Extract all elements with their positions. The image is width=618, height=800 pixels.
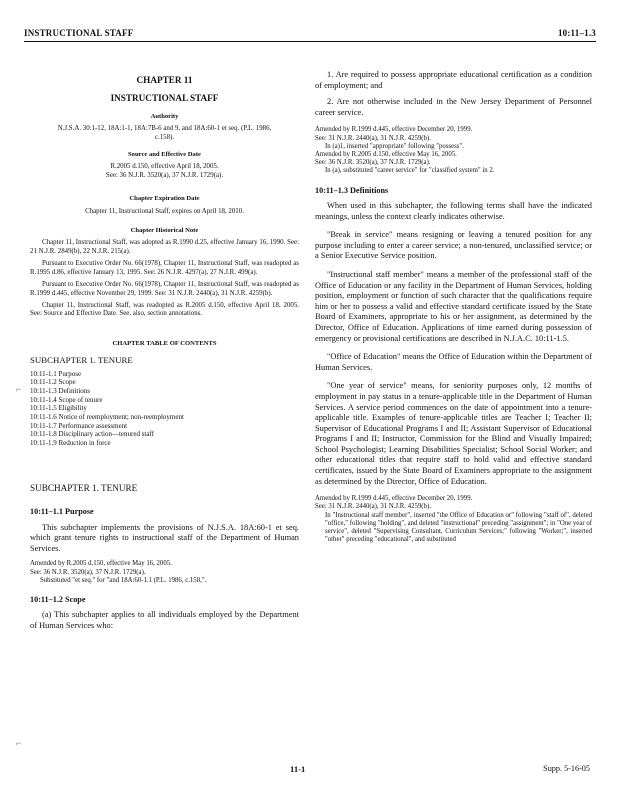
section-3-heading: 10:11–1.3 Definitions (315, 185, 389, 195)
section-2-text: (a) This subchapter applies to all individuals employed by the Department of Human Services who: (30, 610, 299, 631)
source-line-1: R.2005 d.150, effective April 18, 2005. (110, 163, 219, 171)
history-label: Chapter Historical Note (130, 227, 199, 235)
history-paragraph-2: Pursuant to Executive Order No. 66(1978), Chapter 11, Instructional Staff, was readopted as R.1995 d.86, effective January 13, 1995. See: 26 N.J.R. 4297(a), 27 N.J.R. 499(a). (30, 260, 299, 276)
note-line: In "Instructional staff member", inserted "the Office of Education or" following "staff of", deleted "office," following "holding", and deleted "instructional" preceding "assignment"; in "One year of service", deleted "Supervising Consultant, Curriculum Services;" following "Worker;", inserted "other" preceding "educational", and substituted (325, 511, 592, 544)
expiration-label: Chapter Expiration Date (129, 195, 200, 203)
toc-subchapter: SUBCHAPTER 1. TENURE (30, 355, 133, 366)
header-rule (24, 41, 596, 42)
expiration-text: Chapter 11, Instructional Staff, expires on April 18, 2010. (85, 207, 244, 215)
note-line: Amended by R.2005 d.150, effective May 16, 2005. (30, 560, 172, 568)
section-1-text: This subchapter implements the provisions of N.J.S.A. 18A:60-1 et seq. which grant tenure rights to instructional staff of the Department of Human Services. (30, 522, 299, 553)
running-header (24, 28, 596, 42)
authority-label: Authority (150, 112, 179, 120)
note-line: See: 31 N.J.R. 2440(a), 31 N.J.R. 4259(b). (315, 503, 431, 511)
subchapter-heading: SUBCHAPTER 1. TENURE (30, 482, 138, 493)
supplement-date: Supp. 5-16-05 (543, 764, 590, 773)
note-line: See: 36 N.J.R. 3520(a), 37 N.J.R. 1729(a). (315, 159, 431, 167)
header-title: INSTRUCTIONAL STAFF (24, 28, 134, 38)
note-line: Amended by R.1999 d.445, effective December 20, 1999. (315, 126, 473, 134)
definitions-intro: When used in this subchapter, the following terms shall have the indicated meanings, unless the context clearly indicates otherwise. (315, 201, 592, 221)
toc-item: 10:11-1.9 Reduction in force (30, 439, 111, 448)
note-line: See: 31 N.J.R. 2440(a), 31 N.J.R. 4259(b). (315, 134, 431, 142)
history-paragraph-4: Chapter 11, Instructional Staff, was readopted as R.2005 d.150, effective April 18, 2005. See: Source and Effective Date. See, also, section annotations. (30, 301, 299, 318)
section-2-notes (315, 126, 592, 175)
toc-label: CHAPTER TABLE OF CONTENTS (112, 339, 217, 347)
header-section: 10:11–1.3 (557, 28, 596, 38)
section-1-heading: 10:11–1.1 Purpose (30, 507, 94, 517)
toc-item: 10:11-1.2 Scope (30, 378, 76, 387)
history-paragraph-1: Chapter 11, Instructional Staff, was adopted as R.1990 d.25, effective January 16, 1990. See: 21 N.J.R. 2849(b), 22 N.J.R. 215(a). (30, 239, 299, 255)
note-line: Amended by R.2005 d.150, effective May 16, 2005. (315, 150, 457, 158)
note-line: In (a)1, inserted "appropriate" following "possess". (325, 142, 464, 150)
history-paragraph-3: Pursuant to Executive Order No. 66(1978), Chapter 11, Instructional Staff, was readopted as R.1999 d.445, effective November 29, 1999. See: 31 N.J.R. 2440(a), 31 N.J.R. 4259(b). (30, 281, 299, 297)
definition-one-year-of-service: "One year of service" means, for seniority purposes only, 12 months of employment in pay status in a tenure-applicable title in the Department of Human Services. A service period commences on the date of appointment into a tenure-applicable title. Examples of tenure-applicable titles are Teacher I; Teacher II; Supervisor of Educational Programs I and II; Assistant Supervisor of Educational Programs I and II; Instructor, Commission for the Blind and Visually Impaired; School Psychologist; Learning Disabilities Specialist; School Social Worker; and other educational titles that require staff to hold valid and effective standard certificates, issued by the State Board of Examiners appropriate to the assignment as determined by the Director, Office of Education. (315, 381, 592, 486)
section-2-heading: 10:11–1.2 Scope (30, 595, 86, 605)
source-line-2: See: 36 N.J.R. 3520(a), 37 N.J.R. 1729(a). (105, 171, 224, 179)
section-3-notes (315, 495, 592, 544)
margin-mark: ⌐ (16, 384, 22, 394)
definition-break-in-service: "Break in service" means resigning or leaving a tenured position for any purpose including to enter a career service; a non-tenured, unclassified service; or a Senior Executive Service position. (315, 230, 592, 261)
section-1-notes (30, 560, 299, 585)
chapter-number: CHAPTER 11 (136, 75, 193, 85)
source-label: Source and Effective Date (128, 151, 201, 159)
definition-office-of-education: "Office of Education" means the Office of Education within the Department of Human Services. (315, 352, 592, 372)
page-number: 11-1 (290, 764, 306, 774)
chapter-title: INSTRUCTIONAL STAFF (110, 93, 219, 104)
toc-item: 10:11-1.4 Scope of tenure (30, 395, 103, 404)
toc-item: 10:11-1.5 Eligibility (30, 404, 87, 413)
toc-item: 10:11-1.8 Disciplinary action—tenured staff (30, 430, 155, 439)
left-column (30, 70, 299, 632)
scope-item-1: 1. Are required to possess appropriate educational certification as a condition of employment; and (315, 70, 592, 90)
toc-item: 10:11-1.1 Purpose (30, 369, 82, 378)
note-line: Amended by R.1999 d.445, effective December 20, 1999. (315, 495, 473, 503)
note-line: Substituted "et seq." for "and 18A:60-1.1 (P.L. 1986, c.158,". (40, 576, 207, 584)
toc-item: 10:11-1.7 Performance assessment (30, 421, 128, 430)
scope-item-2: 2. Are not otherwise included in the New Jersey Department of Personnel career service. (315, 97, 592, 117)
right-column (315, 70, 592, 544)
definition-instructional-staff: "Instructional staff member" means a member of the professional staff of the Office of Education or any facility in the Department of Human Services, holding position, employment or function of such character that the qualifications require him or her to possess a valid and effective standard certificate issued by the State Board of Examiners, appropriate to his or her assignment, as determined by the Director, Office of Education. Applications of time earned during possession of emergency or provisional certifications are described in N.J.A.C. 10:11-1.5. (315, 269, 592, 343)
note-line: In (a), substituted "career service" for "classified system" in 2. (325, 167, 495, 175)
authority-text: N.J.S.A. 30:1-12, 18A:1-1, 18A:7B-6 and 9, and 18A:60-1 et seq. (P.L. 1986, c.158). (57, 125, 272, 141)
note-line: See: 36 N.J.R. 3520(a), 37 N.J.R. 1729(a). (30, 568, 146, 576)
toc-item: 10:11-1.3 Definitions (30, 386, 91, 395)
margin-mark: ⌐ (16, 738, 22, 748)
toc-list (30, 370, 299, 448)
toc-item: 10:11-1.6 Notice of reemployment; non-reemployment (30, 413, 184, 422)
